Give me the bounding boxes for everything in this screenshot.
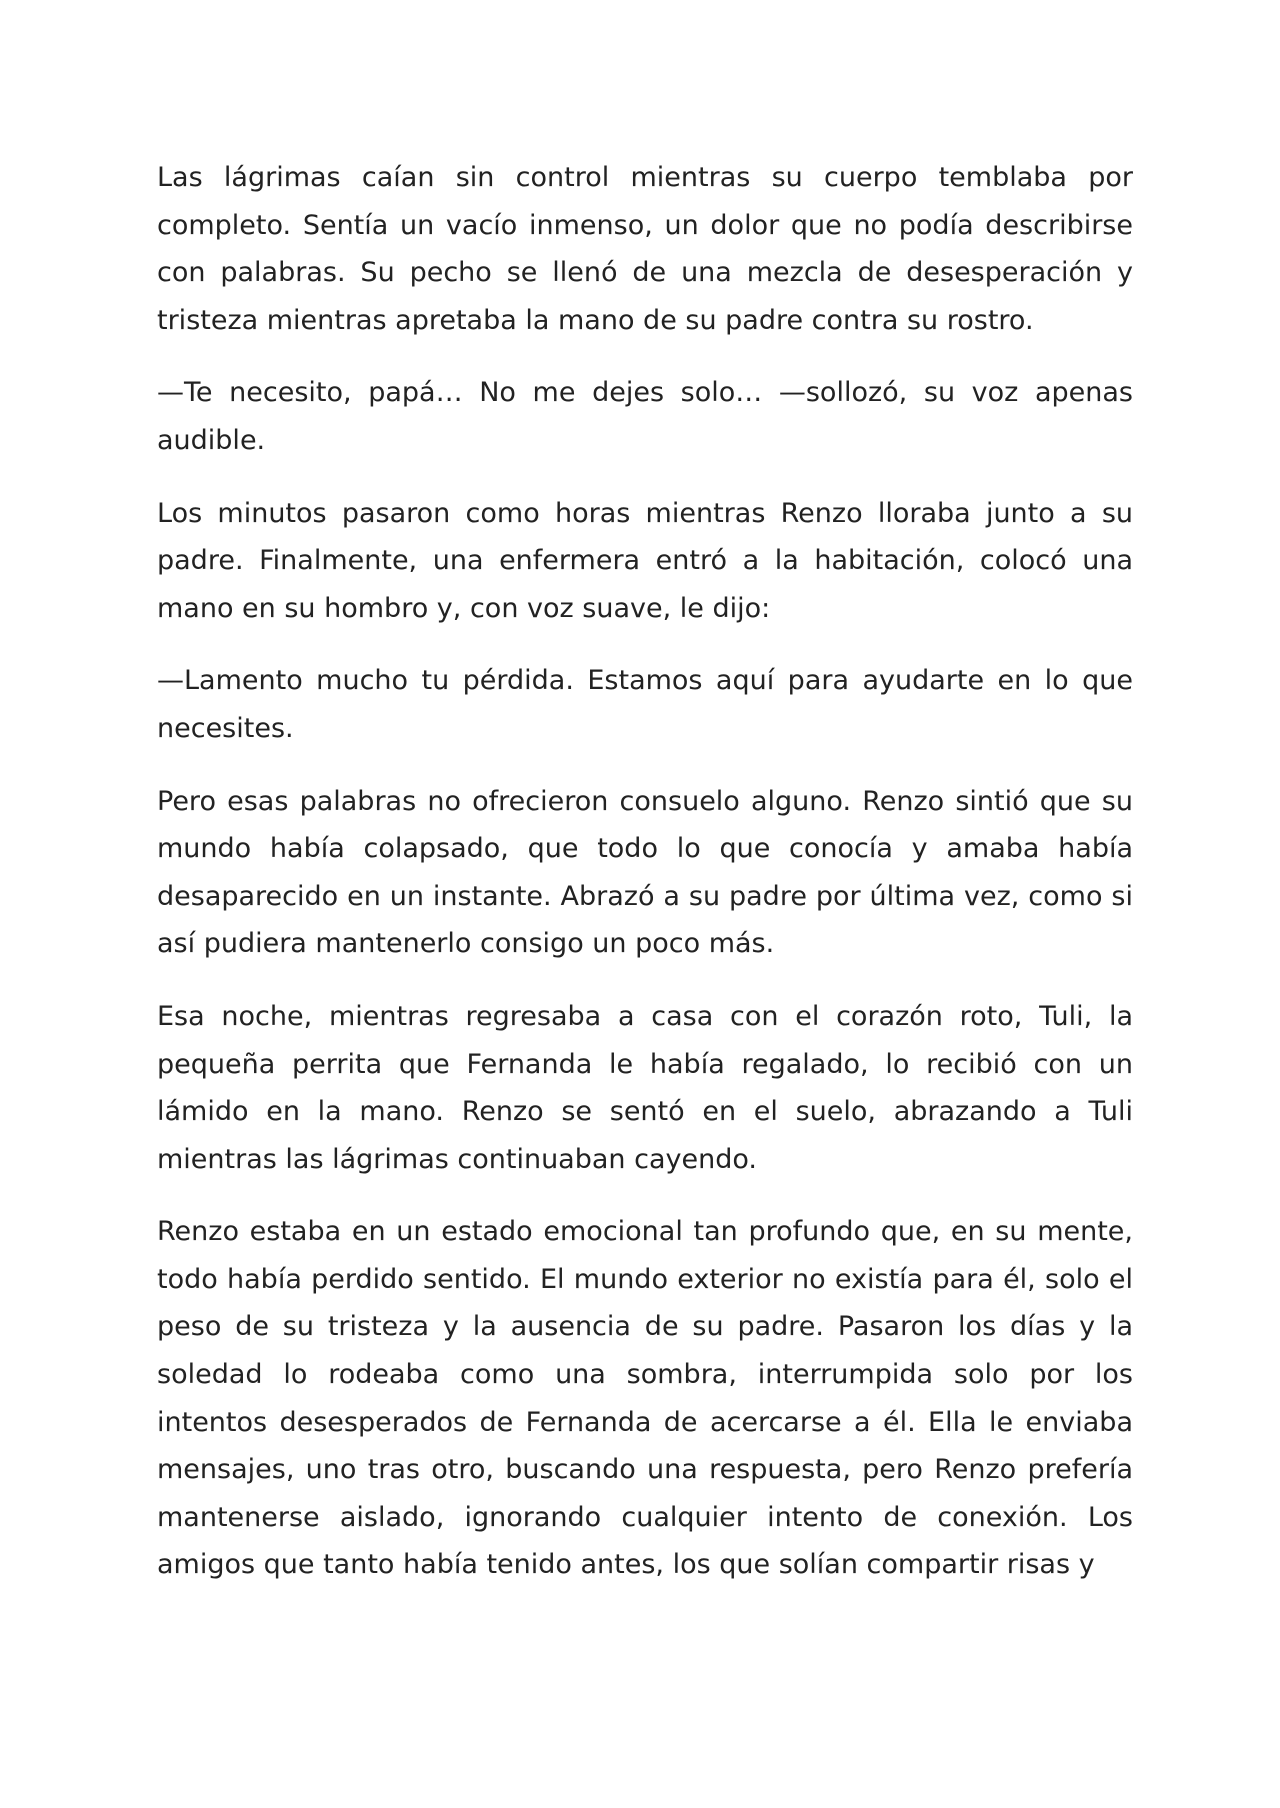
paragraph: Renzo estaba en un estado emocional tan profundo que, en su mente, todo había perdido sentido. El mundo exterior no existía para él, solo el peso de su tristeza y la ausencia de su padre. Pasaron los días y la soledad lo rodeaba como una sombra, interrumpida solo por los intentos desesperados de Fernanda de acercarse a él. Ella le enviaba mensajes, uno tras otro, buscando una respuesta, pero Renzo prefería mantenerse aislado, ignorando cualquier intento de conexión. Los amigos que tanto había tenido antes, los que solían compartir risas y [157, 1216, 1133, 1581]
paragraph: Los minutos pasaron como horas mientras Renzo lloraba junto a su padre. Finalmente, una enfermera entró a la habitación, colocó una mano en su hombro y, con voz suave, le dijo: [157, 497, 1133, 624]
paragraph: —Te necesito, papá… No me dejes solo… —sollozó, su voz apenas audible. [157, 377, 1133, 456]
paragraph: —Lamento mucho tu pérdida. Estamos aquí para ayudarte en lo que necesites. [157, 665, 1133, 744]
body-text [157, 154, 1133, 1614]
paragraph: Las lágrimas caían sin control mientras su cuerpo temblaba por completo. Sentía un vacío inmenso, un dolor que no podía describirse con palabras. Su pecho se llenó de una mezcla de desesperación y tristeza mientras apretaba la mano de su padre contra su rostro. [157, 162, 1133, 336]
paragraph: Pero esas palabras no ofrecieron consuelo alguno. Renzo sintió que su mundo había colapsado, que todo lo que conocía y amaba había desaparecido en un instante. Abrazó a su padre por última vez, como si así pudiera mantenerlo consigo un poco más. [157, 785, 1133, 960]
paragraph: Esa noche, mientras regresaba a casa con el corazón roto, Tuli, la pequeña perrita que Fernanda le había regalado, lo recibió con un lámido en la mano. Renzo se sentó en el suelo, abrazando a Tuli mientras las lágrimas continuaban cayendo. [157, 1000, 1133, 1175]
